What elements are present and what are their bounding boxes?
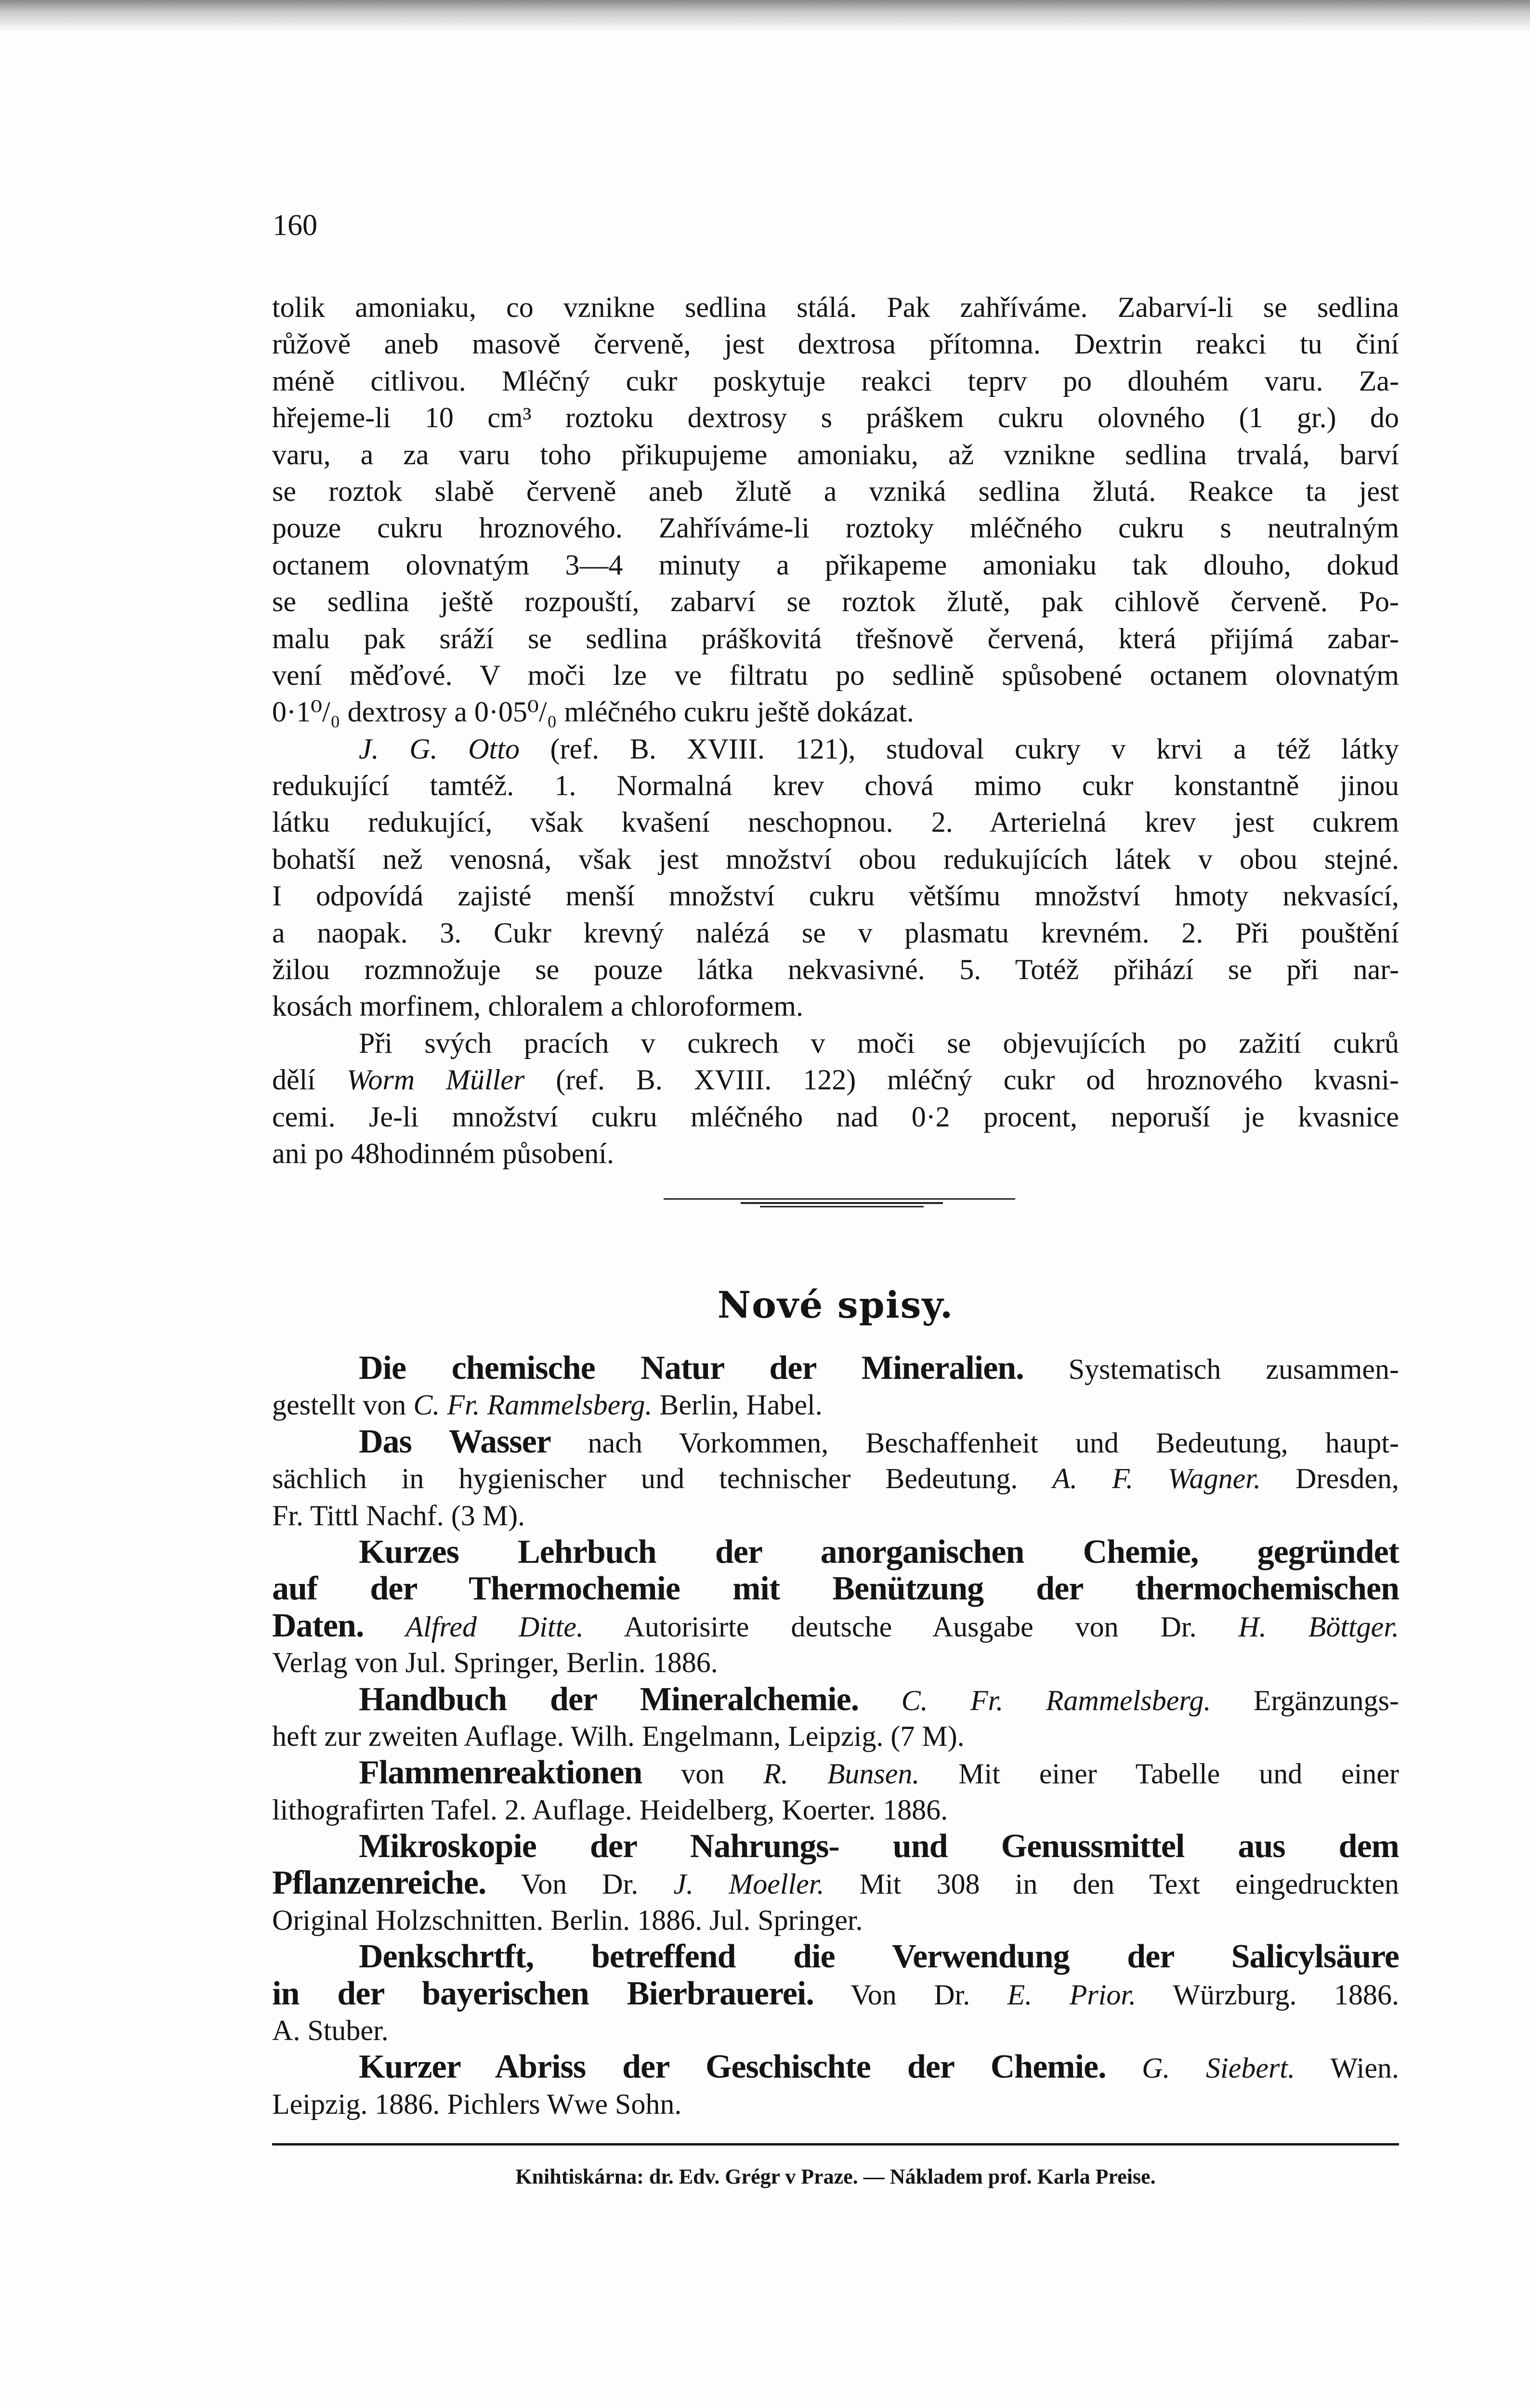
author-name: J. G. Otto — [359, 733, 520, 765]
paragraph — [272, 731, 1399, 1025]
text-line — [272, 547, 1399, 583]
text-line — [272, 2012, 1399, 2049]
body-text — [272, 289, 1399, 1172]
text-line — [272, 1534, 1399, 1570]
text-line — [272, 620, 1399, 657]
section-heading: Nové spisy. — [717, 1283, 954, 1326]
book-title: Flammenreaktionen — [359, 1754, 642, 1792]
text-span: 0·1⁰/₀ dextrosy a 0·05⁰/₀ mléčného cukru ještě dokázat. — [272, 696, 914, 728]
text-line — [272, 1061, 1399, 1098]
text-line — [272, 289, 1399, 326]
text-span: Würzburg. 1886. — [1136, 1978, 1399, 2011]
text-span: lithografirten Tafel. 2. Auflage. Heidelberg, Koerter. 1886. — [272, 1793, 948, 1826]
text-span: redukující tamtéž. 1. Normalná krev chová mimo cukr konstantně jinou — [272, 770, 1399, 802]
text-line — [272, 436, 1399, 473]
text-span: sächlich in hygienischer und technischer Bedeutung. — [272, 1463, 1053, 1495]
text-span: Mit 308 in den Text eingedruckten — [824, 1868, 1399, 1900]
text-line — [272, 1681, 1399, 1718]
author-name: A. F. Wagner. — [1052, 1463, 1261, 1495]
text-span: Von Dr. — [486, 1868, 674, 1900]
text-span: Von Dr. — [813, 1978, 1007, 2011]
text-span: I odpovídá zajisté menší množství cukru většímu množství hmoty nekvasící, — [272, 880, 1399, 912]
paragraph — [272, 1025, 1399, 1172]
text-span: cemi. Je-li množství cukru mléčného nad 0·2 procent, neporuší je kvasnice — [272, 1100, 1399, 1133]
text-line — [272, 1792, 1399, 1828]
text-line — [272, 1828, 1399, 1865]
text-span: bohatší než venosná, však jest množství obou redukujících látek v obou stejné. — [272, 843, 1399, 875]
book-title: Kurzes Lehrbuch der anorganischen Chemie, gegründet — [359, 1533, 1399, 1570]
publication-entry — [272, 1681, 1399, 1755]
text-line — [272, 657, 1399, 694]
text-line — [272, 1718, 1399, 1754]
text-span: pouze cukru hroznového. Zahříváme-li roztoky mléčného cukru s neutralným — [272, 512, 1399, 544]
text-span — [859, 1685, 901, 1716]
text-line — [272, 877, 1399, 914]
book-title: Denkschrtft, betreffend die Verwendung der Salicylsäure — [359, 1938, 1399, 1976]
text-line — [272, 1424, 1399, 1460]
text-span: Fr. Tittl Nachf. (3 M). — [272, 1499, 525, 1531]
text-line — [272, 694, 1399, 730]
author-name: C. Fr. Rammelsberg. — [901, 1684, 1211, 1716]
imprint-footer: Knihtiskárna: dr. Edv. Grégr v Praze. — Nákladem prof. Karla Preise. — [515, 2165, 1156, 2188]
text-line — [272, 510, 1399, 546]
text-line — [272, 1025, 1399, 1061]
text-span: ani po 48hodinném působení. — [272, 1137, 614, 1169]
text-span: se sedlina ještě rozpouští, zabarví se roztok žlutě, pak cihlově červeně. Po- — [272, 586, 1399, 618]
text-line — [272, 1570, 1399, 1607]
publication-entry — [272, 1534, 1399, 1681]
text-line — [272, 1460, 1399, 1497]
text-span: a naopak. 3. Cukr krevný nalézá se v plasmatu krevném. 2. Při pouštění — [272, 916, 1399, 949]
text-line — [272, 1865, 1399, 1901]
publication-entry — [272, 1424, 1399, 1534]
text-span: Autorisirte deutsche Ausgabe von Dr. — [583, 1610, 1239, 1643]
text-span: Mit einer Tabelle und einer — [919, 1758, 1399, 1790]
author-name: G. Siebert. — [1142, 2052, 1295, 2084]
text-span — [364, 1611, 405, 1643]
book-title: Mikroskopie der Nahrungs- und Genussmittel aus dem — [359, 1828, 1399, 1865]
book-title: Daten. — [272, 1607, 364, 1644]
text-span: (ref. B. XVIII. 121), studoval cukry v krvi a též látky — [519, 733, 1399, 765]
text-line — [272, 2086, 1399, 2122]
text-span: heft zur zweiten Auflage. Wilh. Engelmann, Leipzig. (7 M). — [272, 1720, 965, 1752]
book-title: Das Wasser — [359, 1423, 551, 1460]
text-span: malu pak sráží se sedlina práškovitá třešnově červená, která přijímá zabar- — [272, 622, 1399, 654]
text-span: Wien. — [1295, 2052, 1399, 2084]
text-span: gestellt von — [272, 1389, 414, 1421]
page-number: 160 — [273, 209, 317, 242]
author-name: E. Prior. — [1007, 1978, 1137, 2011]
text-line — [272, 1387, 1399, 1423]
text-span: nach Vorkommen, Beschaffenheit und Bedeutung, haupt- — [550, 1426, 1399, 1459]
text-span: Ergänzungs- — [1211, 1684, 1399, 1716]
text-line — [272, 988, 1399, 1024]
publication-entry — [272, 1754, 1399, 1828]
text-span: (ref. B. XVIII. 122) mléčný cukr od hroznového kvasni- — [524, 1064, 1399, 1096]
book-title: Kurzer Abriss der Geschischte der Chemie. — [359, 2048, 1106, 2086]
text-line — [272, 1976, 1399, 2012]
text-span: látku redukující, však kvašení neschopnou. 2. Arterielná krev jest cukrem — [272, 806, 1399, 838]
scan-edge-shadow — [0, 0, 1530, 34]
text-span: Original Holzschnitten. Berlin. 1886. Jul. Springer. — [272, 1904, 863, 1936]
footer-rule — [272, 2143, 1399, 2146]
publication-entry — [272, 2049, 1399, 2122]
author-name: J. Moeller. — [673, 1868, 824, 1900]
text-line — [272, 1644, 1399, 1681]
text-line — [272, 1350, 1399, 1387]
text-line — [272, 363, 1399, 399]
book-title: in der bayerischen Bierbrauerei. — [272, 1975, 814, 2012]
text-span: octanem olovnatým 3—4 minuty a přikapeme amoniaku tak dlouho, dokud — [272, 549, 1399, 581]
text-span — [1106, 2052, 1142, 2084]
text-line — [272, 473, 1399, 510]
text-line — [272, 399, 1399, 436]
author-name: C. Fr. Rammelsberg. — [413, 1389, 653, 1421]
text-line — [272, 1608, 1399, 1644]
text-line — [272, 915, 1399, 951]
text-span: Při svých pracích v cukrech v moči se objevujících po zažití cukrů — [359, 1027, 1399, 1059]
text-line — [272, 1099, 1399, 1135]
paragraph — [272, 289, 1399, 731]
text-line — [272, 326, 1399, 362]
author-name: Worm Müller — [346, 1064, 525, 1096]
section-divider — [664, 1193, 1015, 1213]
text-line — [272, 731, 1399, 767]
text-span: A. Stuber. — [272, 2015, 389, 2047]
text-span: žilou rozmnožuje se pouze látka nekvasivné. 5. Totéž přihází se při nar- — [272, 954, 1399, 986]
author-name: R. Bunsen. — [763, 1758, 920, 1790]
text-span: Systematisch zusammen- — [1023, 1353, 1399, 1385]
text-line — [272, 1902, 1399, 1938]
book-title: Die chemische Natur der Mineralien. — [359, 1349, 1024, 1387]
book-title: Pflanzenreiche. — [272, 1864, 486, 1902]
text-line — [272, 1497, 1399, 1534]
text-span: se roztok slabě červeně aneb žlutě a vzniká sedlina žlutá. Reakce ta jest — [272, 475, 1399, 507]
text-span: Verlag von Jul. Springer, Berlin. 1886. — [272, 1647, 718, 1679]
text-span: Leipzig. 1886. Pichlers Wwe Sohn. — [272, 2088, 682, 2120]
text-line — [272, 583, 1399, 620]
text-span: varu, a za varu toho přikupujeme amoniaku, až vznikne sedlina trvalá, barví — [272, 438, 1399, 471]
book-title: Handbuch der Mineralchemie. — [359, 1680, 859, 1718]
text-span: kosách morfinem, chloralem a chloroformem. — [272, 990, 803, 1022]
publication-entry — [272, 1350, 1399, 1424]
text-line — [272, 951, 1399, 988]
text-span: méně citlivou. Mléčný cukr poskytuje reakci teprv po dlouhém varu. Za- — [272, 365, 1399, 397]
text-span: von — [642, 1758, 764, 1790]
text-line — [272, 804, 1399, 840]
text-line — [272, 1754, 1399, 1791]
text-line — [272, 1135, 1399, 1172]
text-span: Dresden, — [1261, 1463, 1399, 1495]
text-line — [272, 767, 1399, 804]
text-span: vení měďové. V moči lze ve filtratu po sedlině spůsobené octanem olovnatým — [272, 659, 1399, 691]
publication-entry — [272, 1938, 1399, 2049]
text-line — [272, 1938, 1399, 1975]
book-title: auf der Thermochemie mit Benützung der thermochemischen — [272, 1570, 1399, 1608]
text-line — [272, 2049, 1399, 2085]
text-span: Berlin, Habel. — [652, 1389, 823, 1421]
new-publications-list — [272, 1350, 1399, 2122]
author-name: Alfred Ditte. — [405, 1610, 584, 1643]
publication-entry — [272, 1828, 1399, 1938]
text-span: tolik amoniaku, co vznikne sedlina stálá. Pak zahříváme. Zabarví-li se sedlina — [272, 291, 1399, 323]
text-span: růžově aneb masově červeně, jest dextrosa přítomna. Dextrin reakci tu činí — [272, 328, 1399, 360]
text-span: dělí — [272, 1064, 347, 1096]
author-name: H. Böttger. — [1238, 1610, 1399, 1643]
text-line — [272, 841, 1399, 877]
text-span: hřejeme-li 10 cm³ roztoku dextrosy s práškem cukru olovného (1 gr.) do — [272, 402, 1399, 434]
